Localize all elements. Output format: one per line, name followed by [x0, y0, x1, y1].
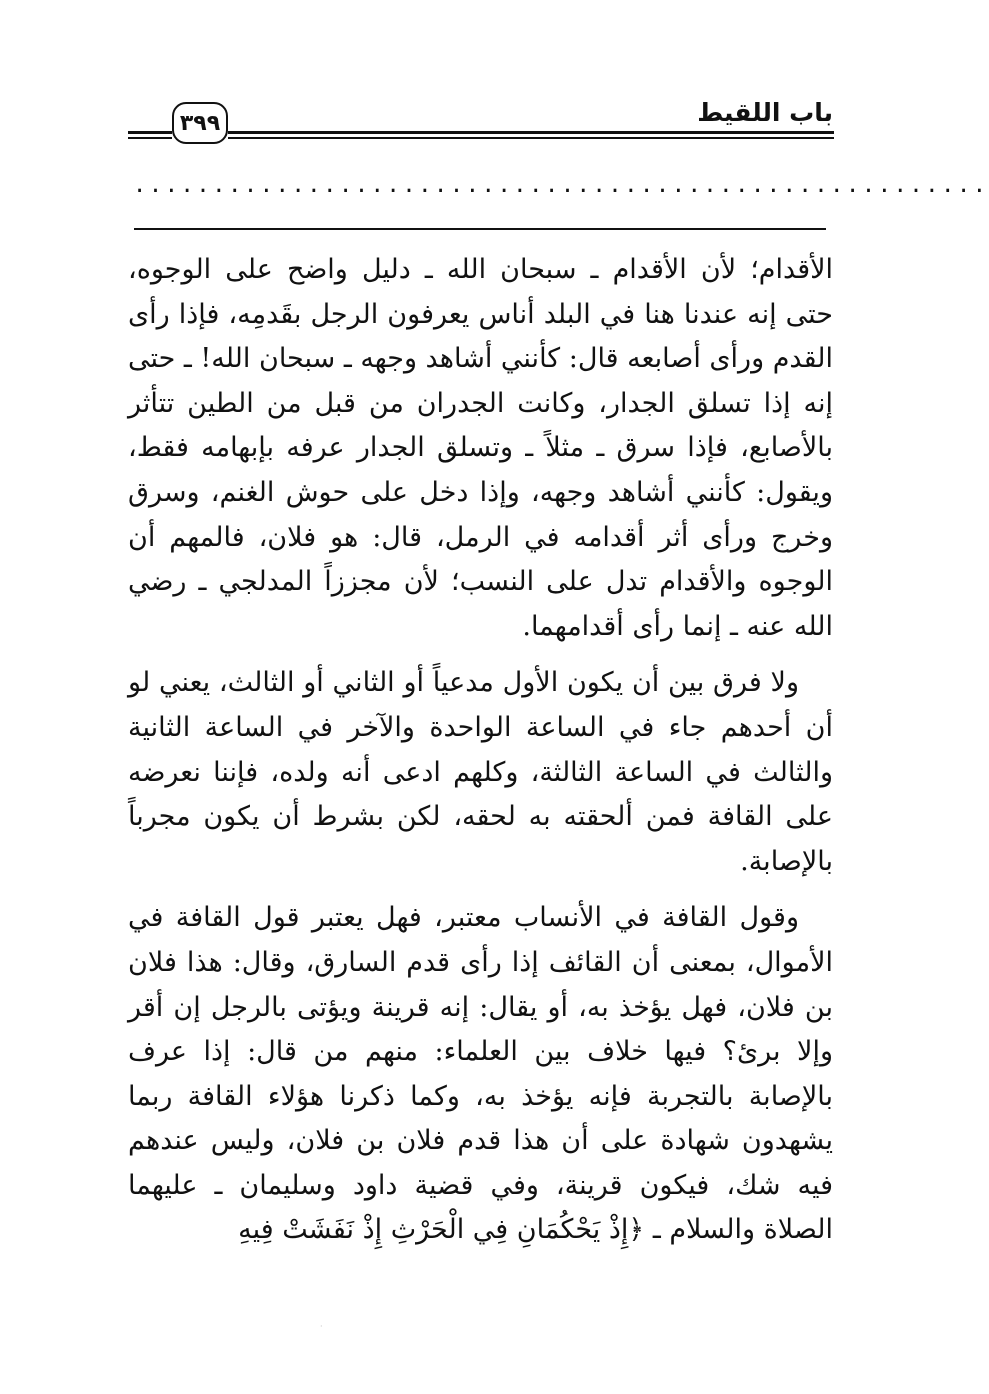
header-rule-thick	[228, 131, 834, 134]
page-number	[172, 102, 228, 144]
paragraph-3-text: وقول القافة في الأنساب معتبر، فهل يعتبر قول القافة في الأموال، بمعنى أن القائف إذا رأى قدم السارق، وقال: هذا فلان بن فلان، فهل يؤخذ به، أو يقال: إنه قرينة ويؤتى بالرجل إن أقر وإلا برئ؟ فيها خلاف بين العلماء: منهم من قال: إذا عرف بالإصابة بالتجربة فإنه يؤخذ به، وكما ذكرنا هؤلاء القافة ربما يشهدون شهادة على أن هذا قدم فلان بن فلان، وليس عندهم فيه شك، فيكون قرينة، وفي قضية داود وسليمان ـ عليهما الصلاة والسلام ـ	[128, 902, 833, 1246]
header-rule-thin	[228, 137, 834, 139]
paragraph-3	[128, 896, 833, 1253]
footnote-dots: ......................................................	[133, 173, 989, 198]
footnote-separator	[134, 228, 826, 230]
paragraph-2: ولا فرق بين أن يكون الأول مدعياً أو الثاني أو الثالث، يعني لو أن أحدهم جاء في الساعة الواحدة والآخر في الساعة الثانية والثالث في الساعة الثالثة، وكلهم ادعى أنه ولده، فإننا نعرضه على القافة فمن ألحقته به لحقه، لكن بشرط أن يكون مجرباً بالإصابة.	[128, 667, 833, 877]
page-number-text: ٣٩٩	[179, 110, 221, 136]
chapter-title: باب اللقيط	[697, 98, 833, 127]
body-text	[128, 248, 833, 1253]
scan-speck: ·	[320, 1322, 323, 1331]
paragraph-1: الأقدام؛ لأن الأقدام ـ سبحان الله ـ دليل واضح على الوجوه، حتى إنه عندنا هنا في البلد أناس يعرفون الرجل بقَدمِه، فإذا رأى القدم ورأى أصابعه قال: كأنني أشاهد وجهه ـ سبحان الله! ـ حتى إنه إذا تسلق الجدار، وكانت الجدران من قبل من الطين تتأثر بالأصابع، فإذا سرق ـ مثلاً ـ وتسلق الجدار عرفه بإبهامه فقط، ويقول: كأنني أشاهد وجهه، وإذا دخل على حوش الغنم، وسرق وخرج ورأى أثر أقدامه في الرمل، قال: هو فلان، فالمهم أن الوجوه والأقدام تدل على النسب؛ لأن مجززاً المدلجي ـ رضي الله عنه ـ إنما رأى أقدامهما.	[128, 254, 833, 642]
header-rule-left-thin	[128, 137, 172, 139]
header-rule-left-thick	[128, 131, 172, 134]
quran-verse-fragment: ﴿إِذْ يَحْكُمَانِ فِي الْحَرْثِ إِذْ نَفَشَتْ فِيهِ	[238, 1214, 645, 1246]
